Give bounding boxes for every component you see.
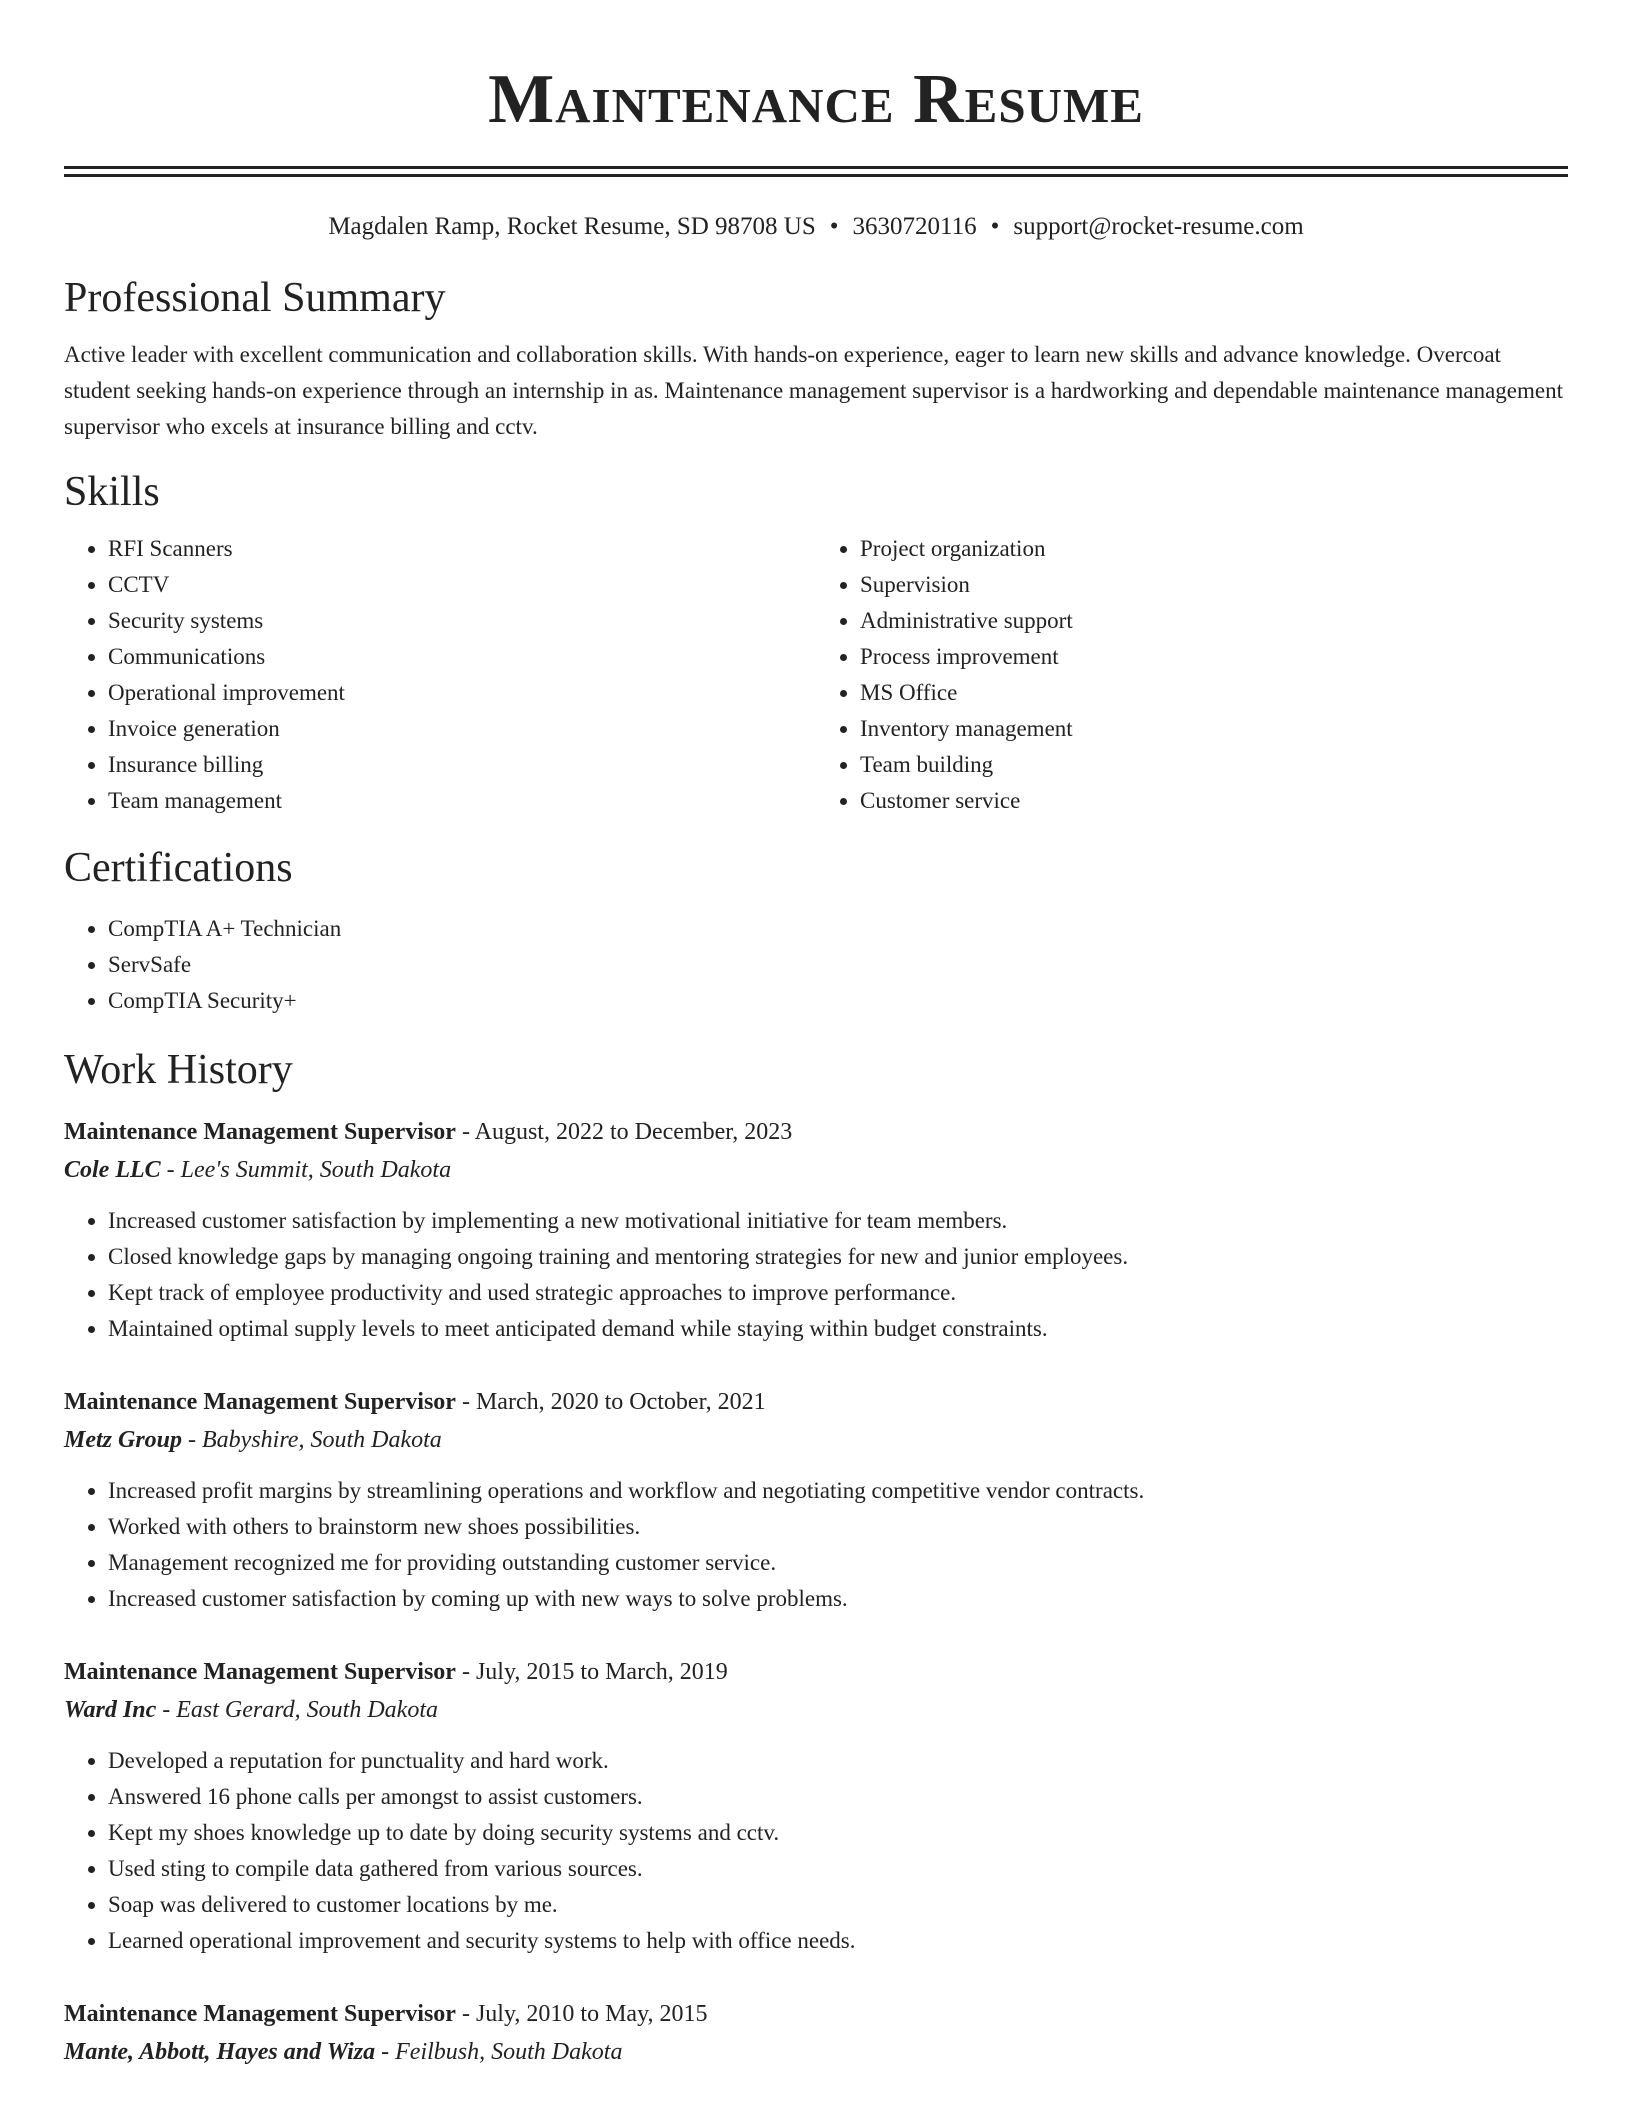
- contact-email: support@rocket-resume.com: [1013, 213, 1304, 240]
- job-duty-item: • Worked with others to brainstorm new shoes possibilities.: [108, 1509, 1568, 1545]
- job-duties-list: [64, 1473, 1568, 1617]
- job-duty-item: • Learned operational improvement and security systems to help with office needs.: [108, 1923, 1568, 1959]
- skill-item: • Invoice generation: [108, 711, 816, 747]
- skill-item: • Team management: [108, 783, 816, 819]
- certification-item: • ServSafe: [108, 947, 1568, 983]
- contact-separator: •: [829, 213, 839, 240]
- skill-item: • Supervision: [860, 567, 1568, 603]
- skill-item: • Customer service: [860, 783, 1568, 819]
- job-duty-item: • Kept my shoes knowledge up to date by doing security systems and cctv.: [108, 1815, 1568, 1851]
- job-location: - East Gerard, South Dakota: [156, 1697, 439, 1723]
- skill-item: • Communications: [108, 639, 816, 675]
- job-dates: - July, 2010 to May, 2015: [455, 2001, 708, 2027]
- job-entry: [64, 1653, 1568, 1959]
- job-duty-item: • Increased customer satisfaction by implementing a new motivational initiative for team members.: [108, 1203, 1568, 1239]
- job-duty-item: • Used sting to compile data gathered from various sources.: [108, 1851, 1568, 1887]
- summary-text: Active leader with excellent communication and collaboration skills. With hands-on experience, eager to learn new skills and advance knowledge. Overcoat student seeking hands-on experience through an internship in as. Maintenance management supervisor is a hardworking and dependable maintenance management supervisor who excels at insurance billing and cctv.: [64, 342, 1563, 439]
- contact-address: Magdalen Ramp, Rocket Resume, SD 98708 US: [328, 213, 816, 240]
- skill-item: • Security systems: [108, 603, 816, 639]
- skills-list-right: [816, 531, 1568, 819]
- job-location: - Babyshire, South Dakota: [182, 1427, 442, 1453]
- job-employer: [64, 1691, 1568, 1729]
- job-header: [64, 1113, 1568, 1151]
- job-employer: [64, 1151, 1568, 1189]
- contact-separator: •: [990, 213, 1000, 240]
- skill-item: • Process improvement: [860, 639, 1568, 675]
- job-duties-list: [64, 1203, 1568, 1347]
- job-entry: [64, 1995, 1568, 2071]
- certifications-heading: Certifications: [64, 845, 293, 891]
- job-company: Cole LLC: [64, 1157, 161, 1183]
- job-duty-item: • Kept track of employee productivity and used strategic approaches to improve performance.: [108, 1275, 1568, 1311]
- job-duty-item: • Management recognized me for providing outstanding customer service.: [108, 1545, 1568, 1581]
- skill-item: • Operational improvement: [108, 675, 816, 711]
- job-duty-item: • Increased customer satisfaction by coming up with new ways to solve problems.: [108, 1581, 1568, 1617]
- job-employer: [64, 2033, 1568, 2071]
- job-entry: [64, 1383, 1568, 1617]
- skills-list-left: [64, 531, 816, 819]
- job-duty-item: • Closed knowledge gaps by managing ongoing training and mentoring strategies for new and junior employees.: [108, 1239, 1568, 1275]
- job-duty-item: • Increased profit margins by streamlining operations and workflow and negotiating competitive vendor contracts.: [108, 1473, 1568, 1509]
- work-history-heading: Work History: [64, 1047, 293, 1093]
- skill-item: • CCTV: [108, 567, 816, 603]
- job-header: [64, 1995, 1568, 2033]
- job-company: Ward Inc: [64, 1697, 157, 1723]
- job-dates: - March, 2020 to October, 2021: [455, 1389, 766, 1415]
- skill-item: • Project organization: [860, 531, 1568, 567]
- skills-heading: Skills: [64, 469, 160, 515]
- summary-heading: Professional Summary: [64, 275, 446, 321]
- skill-item: • Inventory management: [860, 711, 1568, 747]
- work-history-list: [64, 1113, 1568, 2071]
- certification-item: • CompTIA A+ Technician: [108, 911, 1568, 947]
- skill-item: • Administrative support: [860, 603, 1568, 639]
- job-title: Maintenance Management Supervisor: [64, 2001, 456, 2027]
- job-title: Maintenance Management Supervisor: [64, 1119, 456, 1145]
- job-location: - Feilbush, South Dakota: [375, 2039, 623, 2065]
- job-duty-item: • Developed a reputation for punctuality and hard work.: [108, 1743, 1568, 1779]
- job-duty-item: • Answered 16 phone calls per amongst to assist customers.: [108, 1779, 1568, 1815]
- job-dates: - July, 2015 to March, 2019: [455, 1659, 728, 1685]
- job-title: Maintenance Management Supervisor: [64, 1389, 456, 1415]
- contact-phone: 3630720116: [852, 213, 977, 240]
- certifications-list: [64, 911, 1568, 1019]
- skill-item: • MS Office: [860, 675, 1568, 711]
- job-dates: - August, 2022 to December, 2023: [455, 1119, 793, 1145]
- job-duty-item: • Maintained optimal supply levels to meet anticipated demand while staying within budget constraints.: [108, 1311, 1568, 1347]
- skills-columns: [64, 531, 1568, 819]
- skill-item: • RFI Scanners: [108, 531, 816, 567]
- job-duties-list: [64, 1743, 1568, 1959]
- job-company: Metz Group: [64, 1427, 183, 1453]
- title-divider: [64, 166, 1568, 177]
- job-header: [64, 1653, 1568, 1691]
- skill-item: • Team building: [860, 747, 1568, 783]
- job-header: [64, 1383, 1568, 1421]
- job-location: - Lee's Summit, South Dakota: [160, 1157, 452, 1183]
- job-employer: [64, 1421, 1568, 1459]
- certification-item: • CompTIA Security+: [108, 983, 1568, 1019]
- job-company: Mante, Abbott, Hayes and Wiza: [64, 2039, 376, 2065]
- job-duty-item: • Soap was delivered to customer locations by me.: [108, 1887, 1568, 1923]
- resume-title: Maintenance Resume: [488, 61, 1144, 138]
- skill-item: • Insurance billing: [108, 747, 816, 783]
- job-title: Maintenance Management Supervisor: [64, 1659, 456, 1685]
- contact-line: [64, 211, 1568, 243]
- job-entry: [64, 1113, 1568, 1347]
